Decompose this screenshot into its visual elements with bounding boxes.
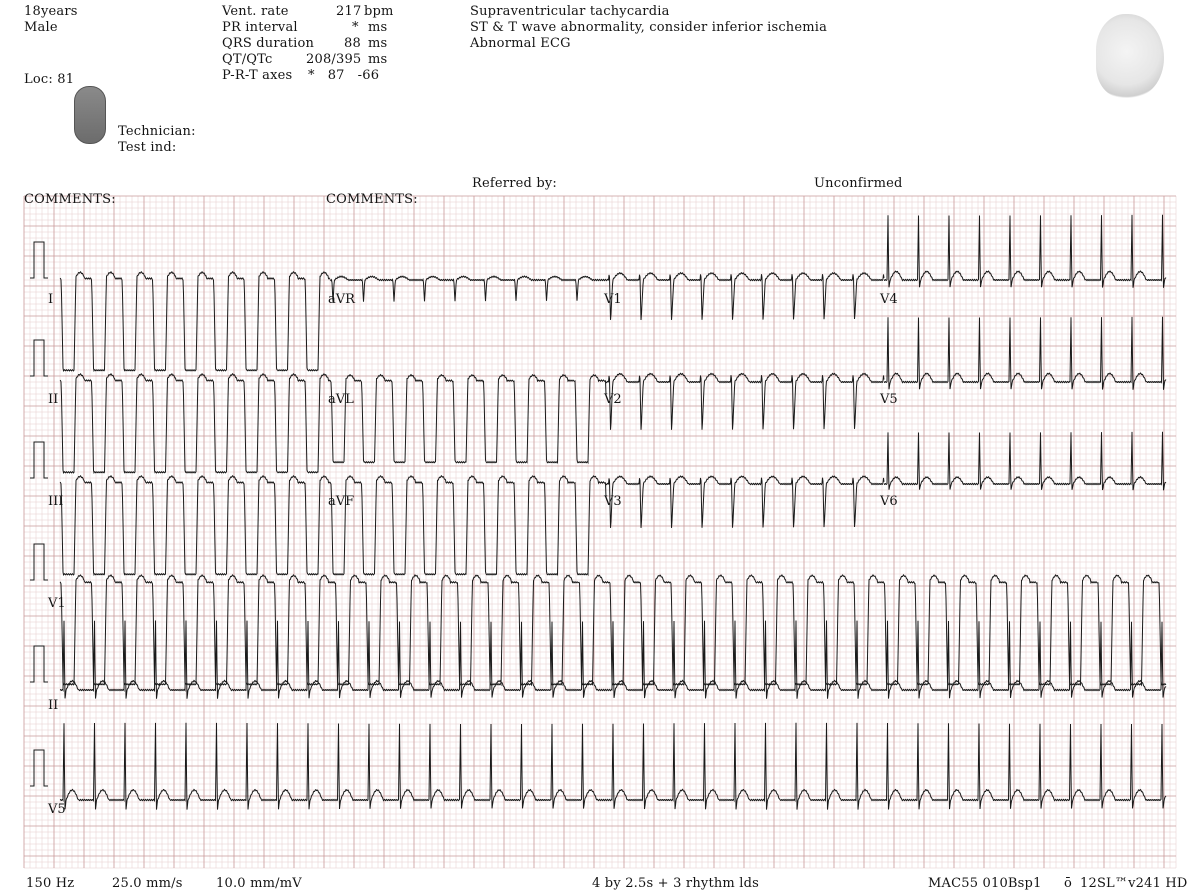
footer-gain: 10.0 mm/mV (216, 876, 302, 891)
footer-speed: 25.0 mm/s (112, 876, 183, 891)
status-label: Unconfirmed (814, 176, 903, 191)
lead-label: V1 (48, 596, 66, 611)
lead-label: III (48, 494, 64, 509)
footer-format: 4 by 2.5s + 3 rhythm lds (592, 876, 760, 891)
referred-by-label: Referred by: (472, 176, 558, 191)
measure-value: 208/395 (306, 52, 362, 67)
measure-label: PR interval (222, 20, 298, 35)
measure-value: 88 (344, 36, 361, 51)
footer-software: 12SL™v241 HD (1080, 876, 1188, 891)
patient-age: 18years (24, 4, 78, 19)
lead-label: V4 (880, 292, 898, 307)
lead-label: II (48, 392, 59, 407)
footer-software-icon: ō (1064, 876, 1073, 891)
interpretation-line: Supraventricular tachycardia (470, 4, 670, 19)
lead-label: aVF (328, 494, 355, 509)
lead-label: V2 (604, 392, 622, 407)
measure-unit: ms (368, 20, 388, 35)
lead-I-trace (60, 272, 330, 371)
gray-stamp (74, 86, 106, 144)
patient-sex: Male (24, 20, 58, 35)
lead-label: aVL (328, 392, 354, 407)
lead-V6-trace (884, 432, 1166, 491)
paper-smudge (1096, 14, 1164, 98)
footer-filter: 150 Hz (26, 876, 75, 891)
comments-label-left: COMMENTS: (24, 192, 116, 207)
lead-label: V6 (880, 494, 898, 509)
measure-value: * (352, 20, 359, 35)
interpretation-line: ST & T wave abnormality, consider inferior ischemia (470, 20, 828, 35)
measure-unit: ms (368, 52, 388, 67)
test-ind-label: Test ind: (118, 140, 177, 155)
measure-unit: ms (368, 36, 388, 51)
lead-label: V1 (604, 292, 622, 307)
lead-II-trace (60, 374, 330, 473)
measure-label: QRS duration (222, 36, 315, 51)
lead-III-trace (60, 476, 330, 575)
interpretation-line: Abnormal ECG (470, 36, 571, 51)
lead-label: V3 (604, 494, 622, 509)
lead-label: I (48, 292, 54, 307)
lead-V1-trace (606, 273, 884, 320)
measure-unit: bpm (364, 4, 394, 19)
patient-location: Loc: 81 (24, 72, 75, 87)
rhythm-II-trace (60, 621, 1166, 699)
measure-label: QT/QTc (222, 52, 273, 67)
lead-label: aVR (328, 292, 355, 307)
measure-label: P-R-T axes (222, 68, 293, 83)
lead-label: V5 (48, 802, 66, 817)
lead-label: II (48, 698, 59, 713)
measure-label: Vent. rate (222, 4, 289, 19)
calibration-pulse (30, 750, 48, 786)
measure-value: * 87 -66 (308, 68, 380, 83)
comments-label-right: COMMENTS: (326, 192, 418, 207)
measure-value: 217 (336, 4, 362, 19)
lead-V5-trace (884, 317, 1166, 390)
technician-label: Technician: (118, 124, 196, 139)
footer-device: MAC55 010Bsp1 (928, 876, 1042, 891)
calibration-pulse (30, 242, 48, 278)
lead-label: V5 (880, 392, 898, 407)
